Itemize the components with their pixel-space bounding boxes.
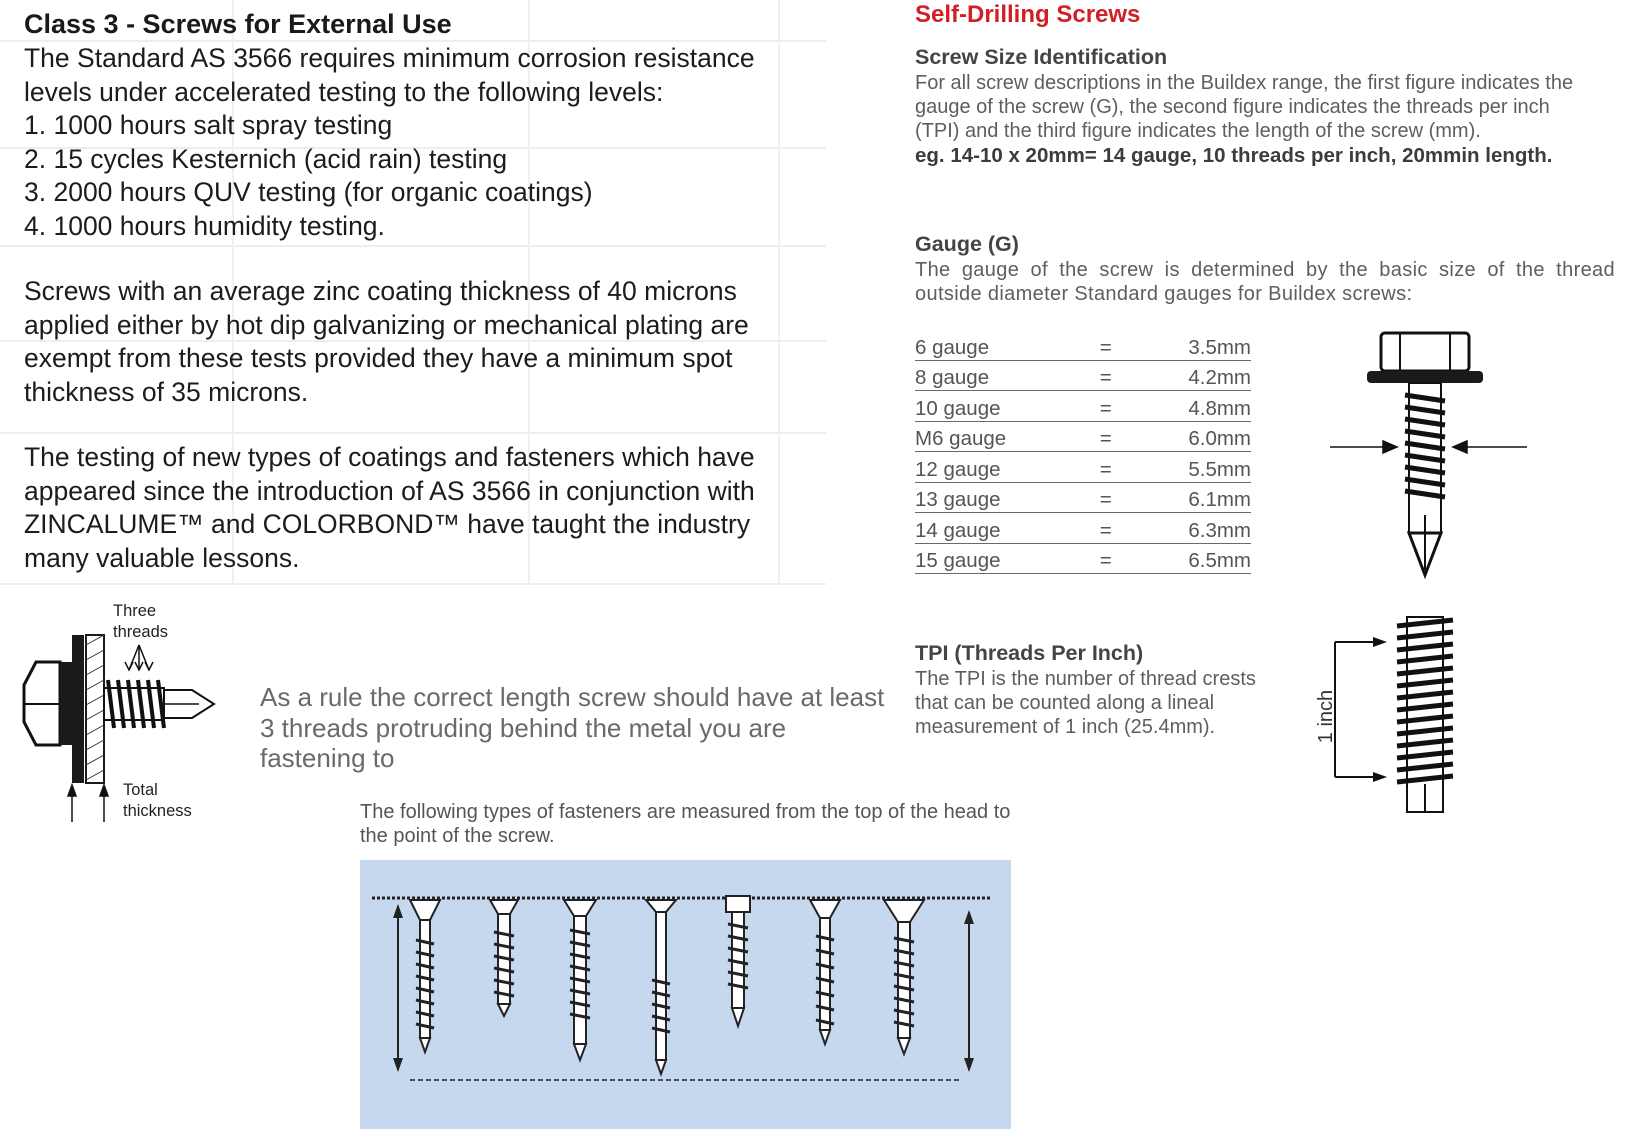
test-item: 2. 15 cycles Kesternich (acid rain) testing	[24, 143, 508, 174]
gauge-eq: =	[1061, 360, 1151, 391]
zinc-coating-paragraph: Screws with an average zinc coating thickness of 40 microns applied either by hot dip galvanizing or mechanical plating are exempt from these tests provided they have a minimum spot thickness of 35 microns.	[24, 276, 749, 407]
test-item: 3. 2000 hours QUV testing (for organic coatings)	[24, 177, 593, 207]
test-list	[24, 109, 814, 243]
total-thickness-label: Total thickness	[123, 781, 192, 820]
gauge-name: 10 gauge	[915, 391, 1061, 422]
test-item: 1. 1000 hours salt spray testing	[24, 110, 393, 140]
tpi-screw-illustration	[1325, 612, 1485, 817]
class3-title: Class 3 - Screws for External Use	[24, 9, 452, 39]
table-row	[915, 543, 1251, 574]
gauge-value: 6.3mm	[1151, 513, 1251, 544]
gauge-table	[915, 330, 1251, 574]
size-id-heading: Screw Size Identification	[915, 45, 1168, 69]
gauge-name: 15 gauge	[915, 543, 1061, 574]
gauge-value: 4.2mm	[1151, 360, 1251, 391]
gauge-eq: =	[1061, 513, 1151, 544]
table-row	[915, 482, 1251, 513]
table-row	[915, 330, 1251, 360]
gauge-name: M6 gauge	[915, 421, 1061, 452]
gauge-value: 6.5mm	[1151, 543, 1251, 574]
gauge-screw-illustration	[1325, 325, 1545, 585]
measure-note: The following types of fasteners are measured from the top of the head to the point of the screw.	[360, 801, 1011, 847]
gauge-name: 8 gauge	[915, 360, 1061, 391]
self-drilling-title: Self-Drilling Screws	[915, 1, 1141, 28]
table-row	[915, 513, 1251, 544]
table-row	[915, 452, 1251, 483]
gauge-eq: =	[1061, 421, 1151, 452]
gauge-text: The gauge of the screw is determined by the basic size of the thread outside diameter Standard gauges for Buildex screws:	[915, 259, 1615, 305]
class3-intro: The Standard AS 3566 requires minimum corrosion resistance levels under accelerated testing to the following levels:	[24, 43, 755, 107]
gauge-name: 13 gauge	[915, 482, 1061, 513]
gauge-heading: Gauge (G)	[915, 232, 1019, 256]
gauge-value: 4.8mm	[1151, 391, 1251, 422]
three-threads-label: Three threads	[113, 602, 169, 641]
rule-text: As a rule the correct length screw should have at least 3 threads protruding behind the metal you are fastening to	[260, 682, 885, 773]
table-row	[915, 360, 1251, 391]
size-example: eg. 14-10 x 20mm= 14 gauge, 10 threads per inch, 20mmin length.	[915, 144, 1553, 167]
grid-line	[0, 583, 826, 585]
gauge-section	[915, 231, 1615, 306]
screw-lengths-illustration	[360, 860, 1011, 1129]
gauge-value: 6.0mm	[1151, 421, 1251, 452]
gauge-name: 14 gauge	[915, 513, 1061, 544]
gauge-value: 3.5mm	[1151, 330, 1251, 360]
gauge-eq: =	[1061, 330, 1151, 360]
gauge-eq: =	[1061, 391, 1151, 422]
gauge-eq: =	[1061, 543, 1151, 574]
gauge-value: 5.5mm	[1151, 452, 1251, 483]
gauge-eq: =	[1061, 452, 1151, 483]
gauge-name: 6 gauge	[915, 330, 1061, 360]
screw-size-identification	[915, 44, 1625, 169]
tpi-text: The TPI is the number of thread crests that can be counted along a lineal measurement of 1 inch (25.4mm).	[915, 668, 1256, 738]
gauge-eq: =	[1061, 482, 1151, 513]
class3-section	[24, 6, 814, 575]
table-row	[915, 421, 1251, 452]
test-item: 4. 1000 hours humidity testing.	[24, 210, 385, 241]
gauge-name: 12 gauge	[915, 452, 1061, 483]
gauge-value: 6.1mm	[1151, 482, 1251, 513]
new-coatings-paragraph: The testing of new types of coatings and fasteners which have appeared since the introduction of AS 3566 in conjunction with ZINCALUME™ and COLORBOND™ have taught the industry many valuable lessons.	[24, 442, 755, 573]
one-inch-label: 1 inch	[1315, 689, 1338, 744]
tpi-section	[915, 640, 1275, 739]
table-row	[915, 391, 1251, 422]
tpi-heading: TPI (Threads Per Inch)	[915, 641, 1144, 665]
screw-lengths-panel	[360, 860, 1011, 1129]
size-id-text: For all screw descriptions in the Buildex range, the first figure indicates the gauge of the screw (G), the second figure indicates the threads per inch (TPI) and the third figure indicates the length of the screw (mm).	[915, 72, 1574, 142]
